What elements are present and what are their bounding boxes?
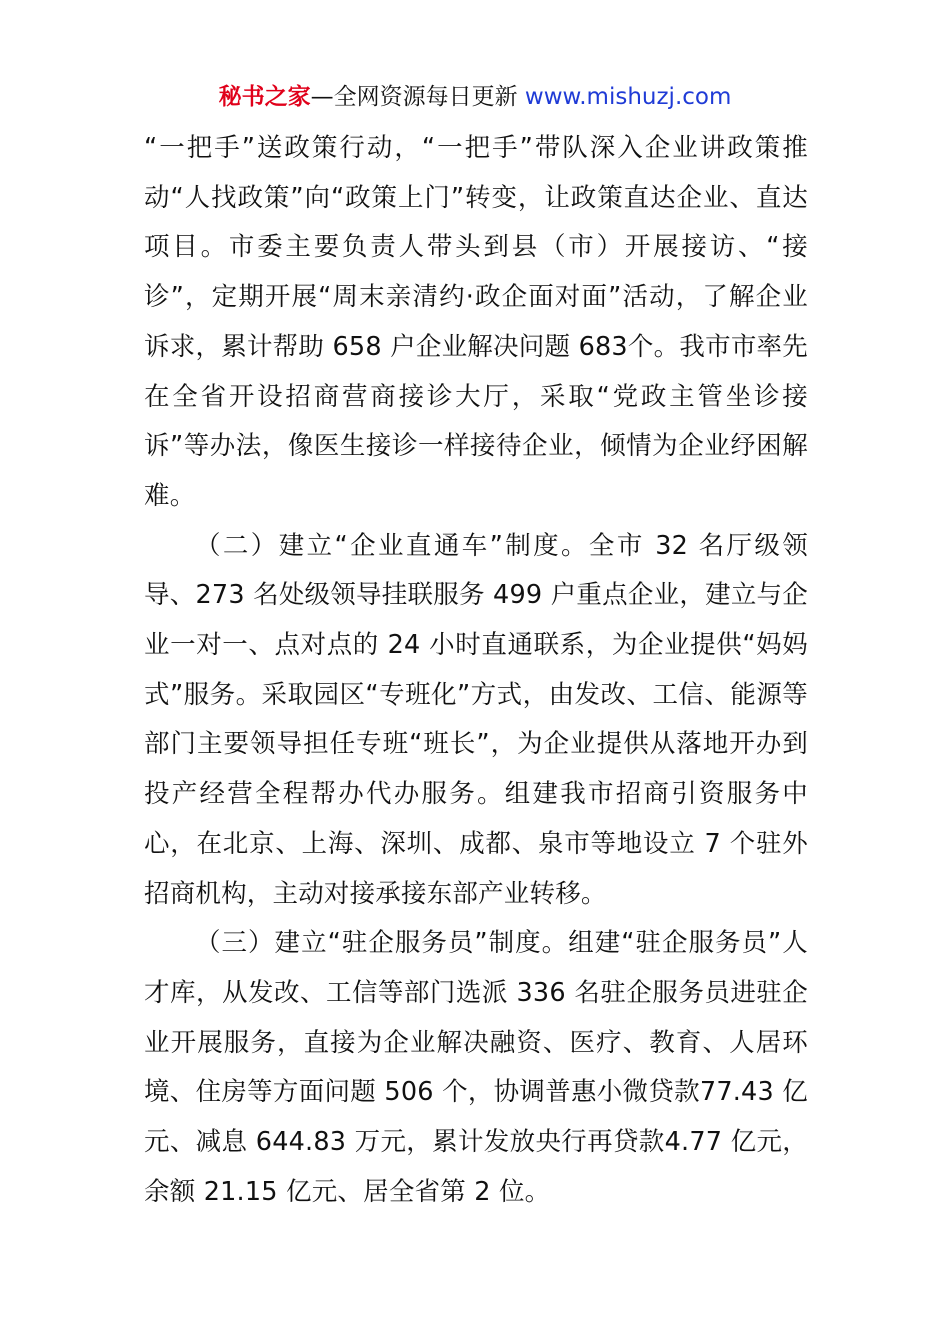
site-url-link[interactable]: www.mishuzj.com (524, 84, 732, 110)
site-header (0, 80, 950, 114)
document-body (144, 124, 808, 1217)
paragraph-enterprise-express: （二）建立“企业直通车”制度。全市 32 名厅级领导、273 名处级领导挂联服务 499 户重点企业，建立与企业一对一、点对点的 24 小时直通联系，为企业提供“妈妈式”服务。采取园区“专班化”方式，由发改、工信、能源等部门主要领导担任专班“班长”，为企业提供从落地开办到投产经营全程帮办代办服务。组建我市招商引资服务中心，在北京、上海、深圳、成都、泉市等地设立 7 个驻外招商机构，主动对接承接东部产业转移。 (144, 530, 808, 909)
header-tagline: —全网资源每日更新 (310, 84, 518, 110)
brand-name: 秘书之家 (218, 84, 311, 110)
paragraph-resident-service: （三）建立“驻企服务员”制度。组建“驻企服务员”人才库，从发改、工信等部门选派 336 名驻企服务员进驻企业开展服务，直接为企业解决融资、医疗、教育、人居环境、住房等方面问题 506 个，协调普惠小微贷款77.43 亿元、减息 644.83 万元，累计发放央行再贷款4.77 亿元，余额 21.15 亿元、居全省第 2 位。 (144, 928, 808, 1207)
paragraph-continued: “一把手”送政策行动，“一把手”带队深入企业讲政策推动“人找政策”向“政策上门”转变，让政策直达企业、直达项目。市委主要负责人带头到县（市）开展接访、“接诊”，定期开展“周末亲清约·政企面对面”活动，了解企业诉求，累计帮助 658 户企业解决问题 683个。我市市率先在全省开设招商营商接诊大厅，采取“党政主管坐诊接诉”等办法，像医生接诊一样接待企业，倾情为企业纾困解难。 (144, 133, 808, 511)
